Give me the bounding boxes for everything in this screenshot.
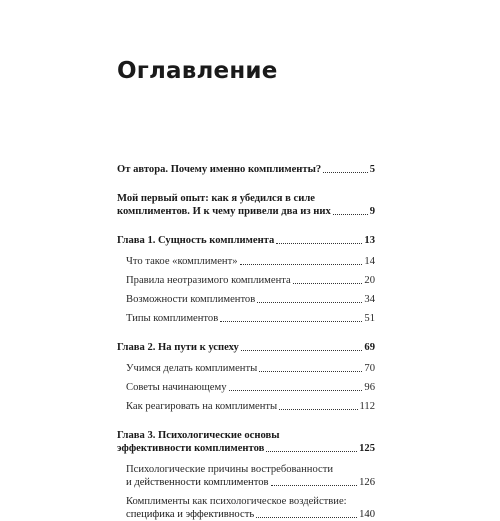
toc-subentry-label-line2: и действенности комплиментов — [126, 477, 269, 488]
leader-dots — [220, 321, 362, 322]
toc-entry-page: 5 — [369, 164, 375, 175]
toc-subentry[interactable] — [117, 400, 375, 413]
toc-subentry[interactable] — [117, 463, 375, 489]
leader-dots — [293, 283, 363, 284]
toc-subentry[interactable] — [117, 381, 375, 394]
toc-subentry-page: 70 — [364, 363, 375, 374]
leader-dots — [333, 214, 368, 215]
toc-entry-page: 9 — [369, 206, 375, 217]
leader-dots — [256, 517, 357, 518]
leader-dots — [279, 409, 357, 410]
toc-entry-label: От автора. Почему именно комплименты? — [117, 164, 322, 175]
leader-dots — [259, 371, 362, 372]
toc-subentry-label: Как реагировать на комплименты — [126, 401, 278, 412]
toc-chapter-label-line1: Глава 3. Психологические основы — [117, 430, 280, 441]
toc-chapter-2[interactable] — [117, 341, 375, 354]
toc-subentry-label-line2: специфика и эффективность — [126, 509, 255, 520]
leader-dots — [276, 243, 362, 244]
toc-subentry[interactable] — [117, 293, 375, 306]
toc-entry-label-line2: комплиментов. И к чему привели два из них — [117, 206, 331, 217]
toc-subentry-label-line1: Комплименты как психологическое воздействие: — [126, 496, 347, 507]
toc-subentry-label: Что такое «комплимент» — [126, 256, 238, 267]
toc-subentry-label: Правила неотразимого комплимента — [126, 275, 291, 286]
toc-subentry-page: 14 — [364, 256, 375, 267]
toc-subentry-label-line1: Психологические причины востребованности — [126, 464, 334, 475]
toc-chapter-page: 125 — [359, 443, 375, 454]
leader-dots — [266, 451, 357, 452]
toc-subentry[interactable] — [117, 495, 375, 521]
toc-subentry-label: Советы начинающему — [126, 382, 227, 393]
toc-subentry-page: 96 — [364, 382, 375, 393]
leader-dots — [240, 264, 363, 265]
toc-entry-label-line1: Мой первый опыт: как я убедился в силе — [117, 193, 315, 204]
leader-dots — [271, 485, 358, 486]
leader-dots — [257, 302, 362, 303]
leader-dots — [229, 390, 363, 391]
toc-chapter-label: Глава 2. На пути к успеху — [117, 342, 239, 353]
page-title: Оглавление — [117, 58, 278, 84]
toc-chapter-label-line2: эффективности комплиментов — [117, 443, 265, 454]
toc-subentry-page: 140 — [359, 509, 375, 520]
toc-subentry[interactable] — [117, 362, 375, 375]
toc-chapter-1[interactable] — [117, 234, 375, 247]
toc-subentry-page: 112 — [359, 401, 375, 412]
toc-subentry-label: Возможности комплиментов — [126, 294, 256, 305]
toc-subentry[interactable] — [117, 312, 375, 325]
toc-subentry-page: 20 — [364, 275, 375, 286]
toc-subentry[interactable] — [117, 255, 375, 268]
leader-dots — [323, 172, 368, 173]
toc-subentry-page: 51 — [364, 313, 375, 324]
table-of-contents — [117, 163, 375, 521]
toc-subentry-page: 34 — [364, 294, 375, 305]
toc-entry-first-experience[interactable] — [117, 192, 375, 218]
leader-dots — [241, 350, 363, 351]
toc-subentry[interactable] — [117, 274, 375, 287]
toc-chapter-label: Глава 1. Сущность комплимента — [117, 235, 275, 246]
toc-chapter-page: 13 — [364, 235, 375, 246]
toc-chapter-page: 69 — [364, 342, 375, 353]
toc-subentry-label: Типы комплиментов — [126, 313, 219, 324]
toc-entry-author[interactable] — [117, 163, 375, 176]
toc-subentry-label: Учимся делать комплименты — [126, 363, 258, 374]
toc-chapter-3[interactable] — [117, 429, 375, 455]
toc-subentry-page: 126 — [359, 477, 375, 488]
